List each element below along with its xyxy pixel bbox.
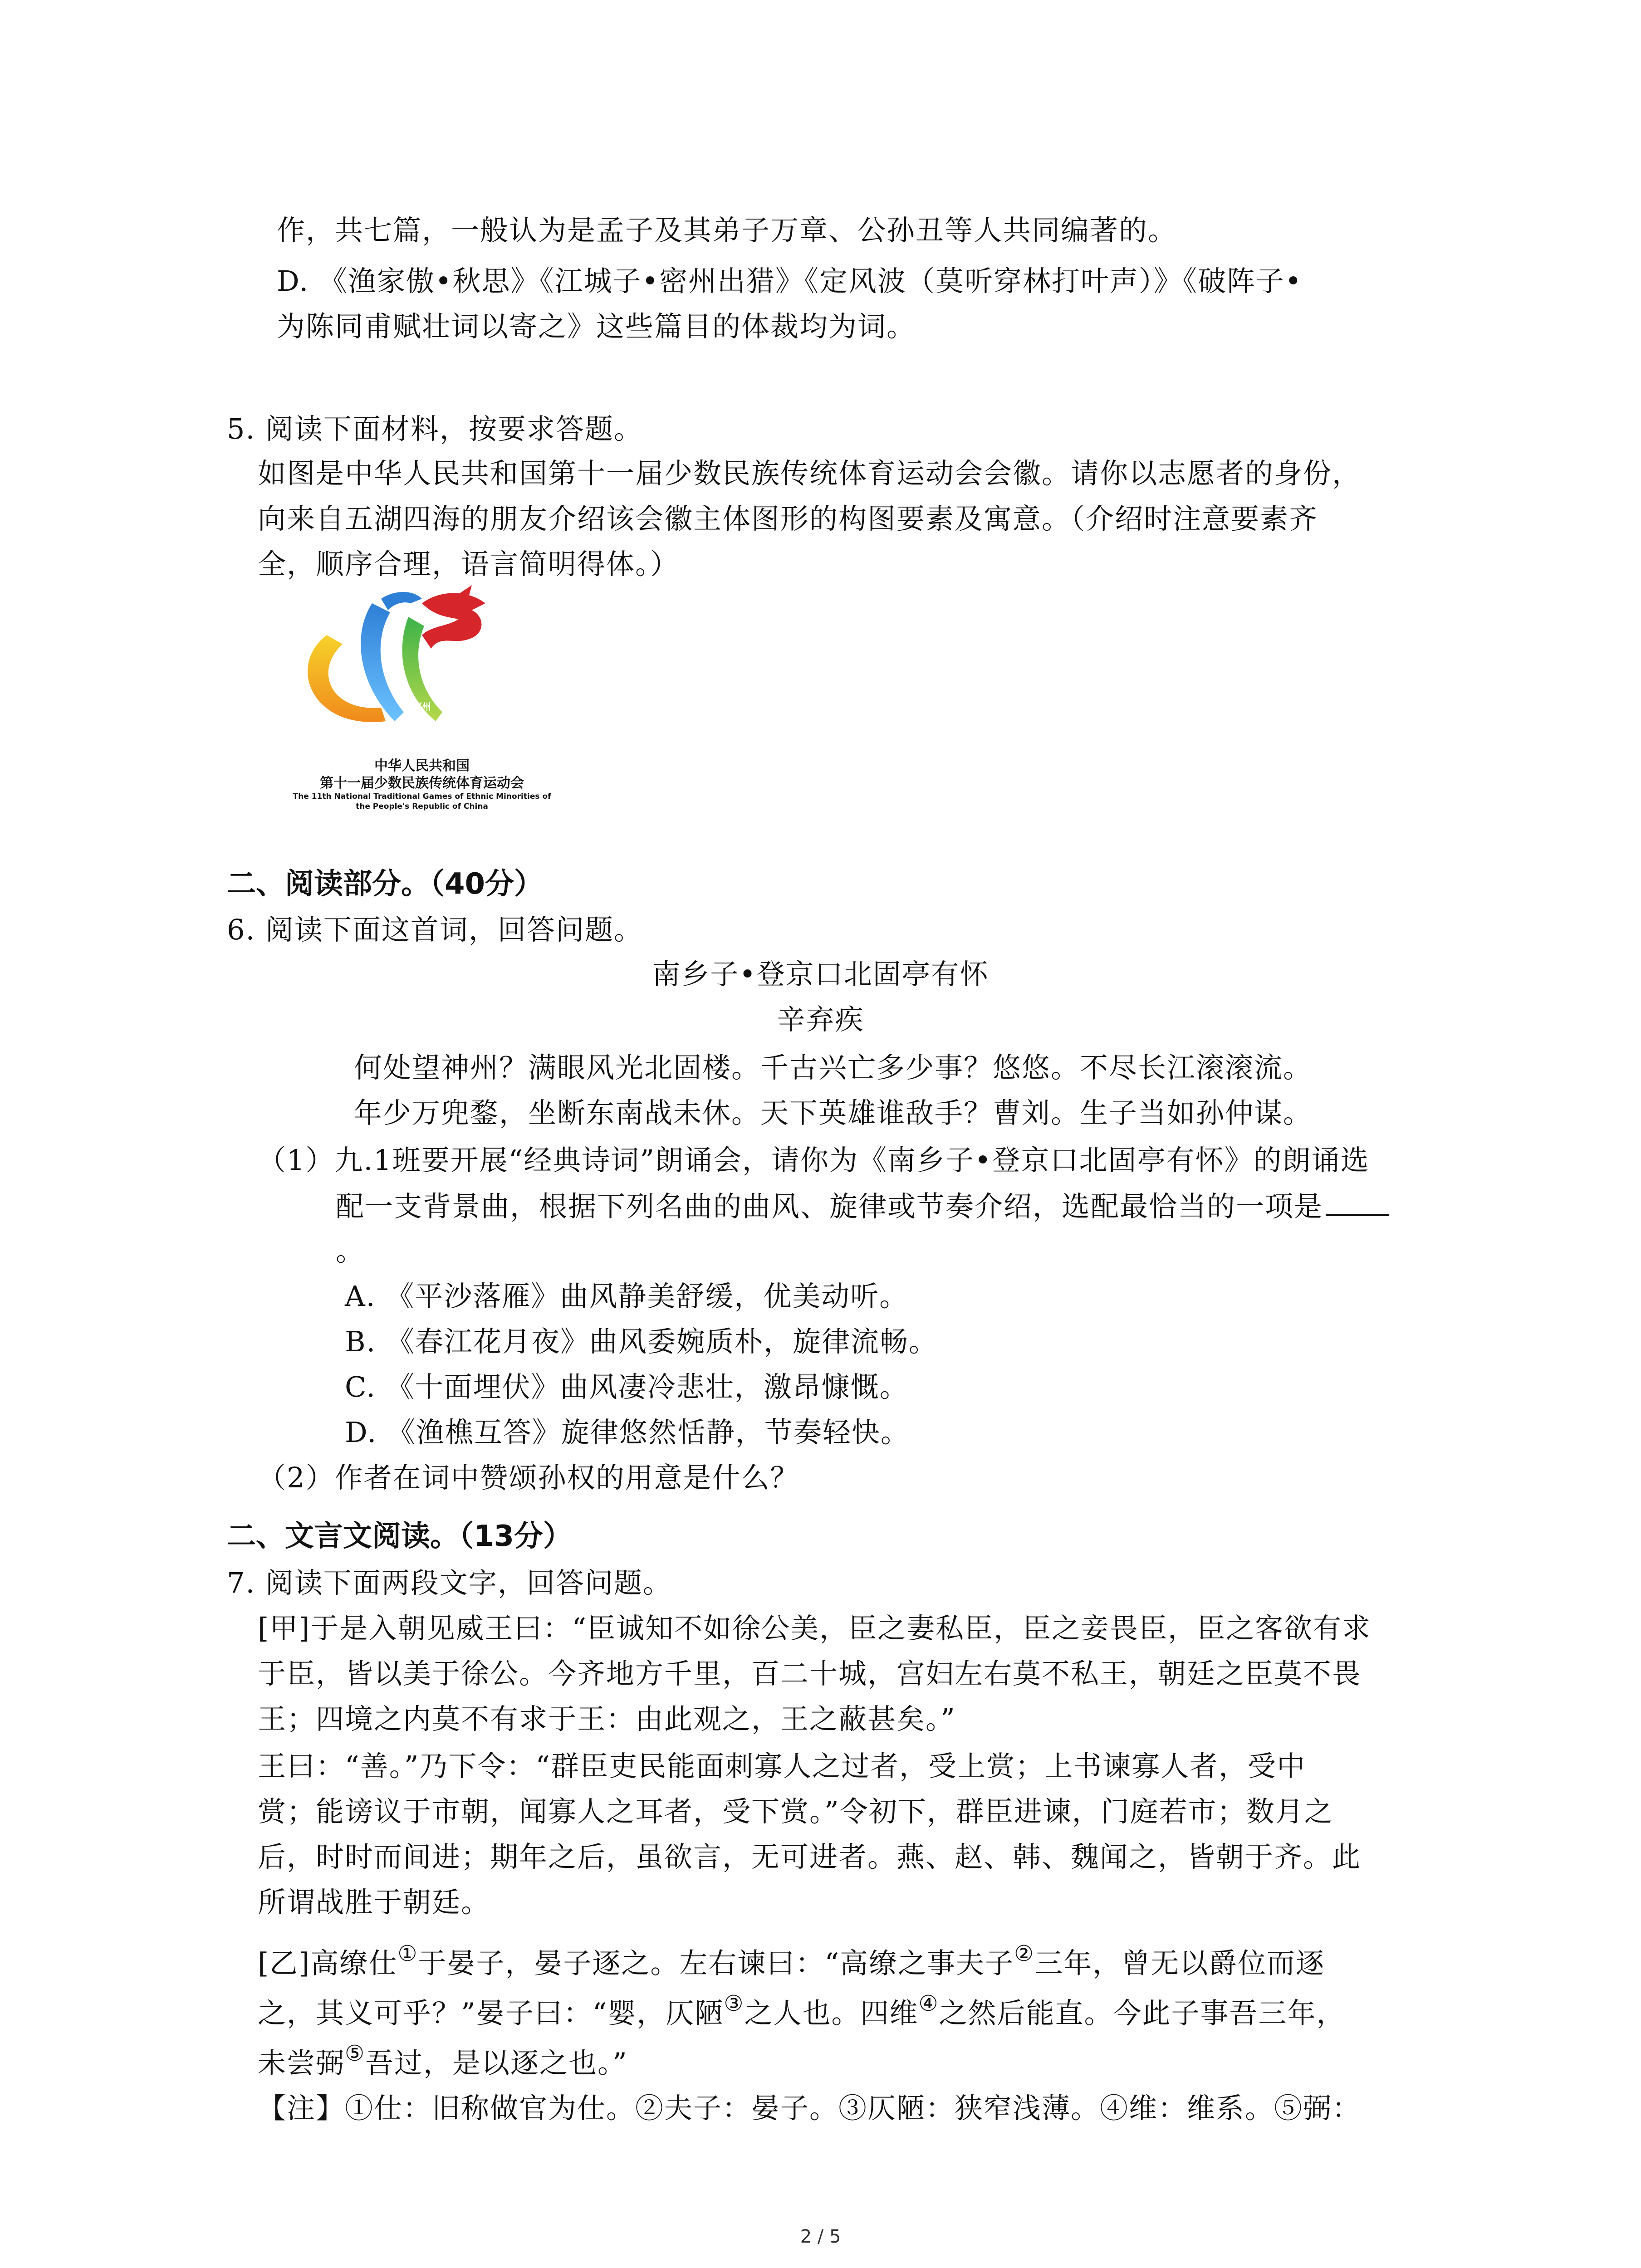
q7-jia-line4: 王曰：“善。”乃下令：“群臣吏民能面刺寡人之过者，受上赏；上书谏寡人者，受中 xyxy=(258,1750,1306,1783)
yi2-text-b: 之人也。四维 xyxy=(744,1996,919,2030)
q7-jia-line6: 后，时时而间进；期年之后，虽欲言，无可进者。燕、赵、韩、魏闻之，皆朝于齐。此 xyxy=(258,1840,1362,1873)
q5-body-line3: 全，顺序合理，语言简明得体。） xyxy=(258,547,680,581)
yi-text-a: [乙]高缭仕 xyxy=(258,1946,398,1980)
q6-option-c: C. 《十面埋伏》曲风凄冷悲壮，激昂慷慨。 xyxy=(345,1370,909,1403)
answer-blank[interactable] xyxy=(1326,1192,1389,1216)
q5-title: 5. 阅读下面材料，按要求答题。 xyxy=(227,412,643,445)
q6-option-a: A. 《平沙落雁》曲风静美舒缓，优美动听。 xyxy=(345,1280,909,1313)
page-number: 2 / 5 xyxy=(800,2226,841,2247)
footnote-marker-4: ④ xyxy=(918,1991,939,2016)
yi-text-b: 于晏子，晏子逐之。左右谏曰：“高缭之事夫子 xyxy=(418,1946,1014,1980)
emblem-en-line2: the People's Republic of China xyxy=(356,802,488,811)
q7-yi-line1 xyxy=(258,1941,1325,1980)
yi-text-c: 三年，曾无以爵位而逐 xyxy=(1034,1946,1325,1980)
q7-jia-line1: [甲]于是入朝见威王曰：“臣诚知不如徐公美，臣之妻私臣，臣之妾畏臣，臣之客欲有求 xyxy=(258,1612,1372,1645)
emblem-year: 2019 xyxy=(348,690,379,711)
emblem-cn-line2: 第十一届少数民族传统体育运动会 xyxy=(320,775,524,791)
option-c-continuation: 作，共七篇，一般认为是孟子及其弟子万章、公孙丑等人共同编著的。 xyxy=(277,214,1177,247)
yi2-text-c: 之然后能直。今此子事吾三年， xyxy=(939,1996,1346,2030)
games-emblem xyxy=(259,585,585,811)
footnote-marker-5: ⑤ xyxy=(345,2041,366,2066)
q6-sub1-line1: （1）九.1班要开展“经典诗词”朗诵会，请你为《南乡子•登京口北固亭有怀》的朗诵选 xyxy=(258,1144,1370,1177)
yi3-text-a: 未尝弼 xyxy=(258,2046,345,2080)
footnote-marker-3: ③ xyxy=(724,1991,745,2016)
poem-line1: 何处望神州？满眼风光北固楼。千古兴亡多少事？悠悠。不尽长江滚滚流。 xyxy=(354,1051,1313,1084)
q6-sub2: （2）作者在词中赞颂孙权的用意是什么？ xyxy=(258,1461,799,1494)
q6-sub1-text: 配一支背景曲，根据下列名曲的曲风、旋律或节奏介绍，选配最恰当的一项是 xyxy=(336,1190,1323,1223)
q7-notes: 【注】①仕：旧称做官为仕。②夫子：晏子。③仄陋：狭窄浅薄。④维：维系。⑤弼： xyxy=(258,2092,1362,2125)
yi2-text-a: 之，其义可乎？”晏子曰：“婴，仄陋 xyxy=(258,1996,724,2030)
option-d-line1: D. 《渔家傲•秋思》《江城子•密州出猎》《定风波（莫听穿林打叶声）》《破阵子• xyxy=(277,264,1303,298)
q7-jia-line7: 所谓战胜于朝廷。 xyxy=(258,1886,490,1919)
q7-yi-line3 xyxy=(258,2041,628,2080)
emblem-graphic xyxy=(259,585,585,758)
option-d-line2: 为陈同甫赋壮词以寄之》这些篇目的体裁均为词。 xyxy=(277,310,916,343)
q7-jia-line5: 赏；能谤议于市朝，闻寡人之耳者，受下赏。”令初下，群臣进谏，门庭若市；数月之 xyxy=(258,1795,1333,1828)
footnote-marker-2: ② xyxy=(1014,1941,1035,1966)
q7-jia-line2: 于臣，皆以美于徐公。今齐地方千里，百二十城，宫妇左右莫不私王，朝廷之臣莫不畏 xyxy=(258,1657,1362,1690)
emblem-city: 郑州 xyxy=(413,701,431,712)
q6-title: 6. 阅读下面这首词，回答问题。 xyxy=(227,913,643,946)
poem-title: 南乡子•登京口北固亭有怀 xyxy=(652,958,989,991)
q6-option-d: D. 《渔樵互答》旋律悠然恬静，节奏轻快。 xyxy=(345,1416,910,1449)
poem-line2: 年少万兜鍪，坐断东南战未休。天下英雄谁敌手？曹刘。生子当如孙仲谋。 xyxy=(354,1096,1313,1129)
q5-body-line1: 如图是中华人民共和国第十一届少数民族传统体育运动会会徽。请你以志愿者的身份， xyxy=(258,457,1362,490)
q6-sub1-line3: 。 xyxy=(336,1234,365,1267)
q7-yi-line2 xyxy=(258,1991,1346,2030)
poem-author: 辛弃疾 xyxy=(777,1003,864,1036)
q7-title: 7. 阅读下面两段文字，回答问题。 xyxy=(227,1566,672,1599)
q6-sub1-line2 xyxy=(336,1192,1389,1221)
yi3-text-b: 吾过，是以逐之也。” xyxy=(365,2046,628,2080)
section-reading-heading: 二、阅读部分。（40分） xyxy=(227,867,544,901)
emblem-cn-line1: 中华人民共和国 xyxy=(374,758,470,774)
q6-option-b: B. 《春江花月夜》曲风委婉质朴，旋律流畅。 xyxy=(345,1325,938,1358)
footnote-marker-1: ① xyxy=(397,1941,418,1966)
emblem-en-line1: The 11th National Traditional Games of Ethnic Minorities of xyxy=(293,792,551,801)
q5-body-line2: 向来自五湖四海的朋友介绍该会徽主体图形的构图要素及寓意。（介绍时注意要素齐 xyxy=(258,502,1318,535)
q7-jia-line3: 王；四境之内莫不有求于王：由此观之，王之蔽甚矣。” xyxy=(258,1702,956,1735)
section-classical-heading: 二、文言文阅读。（13分） xyxy=(227,1520,573,1553)
